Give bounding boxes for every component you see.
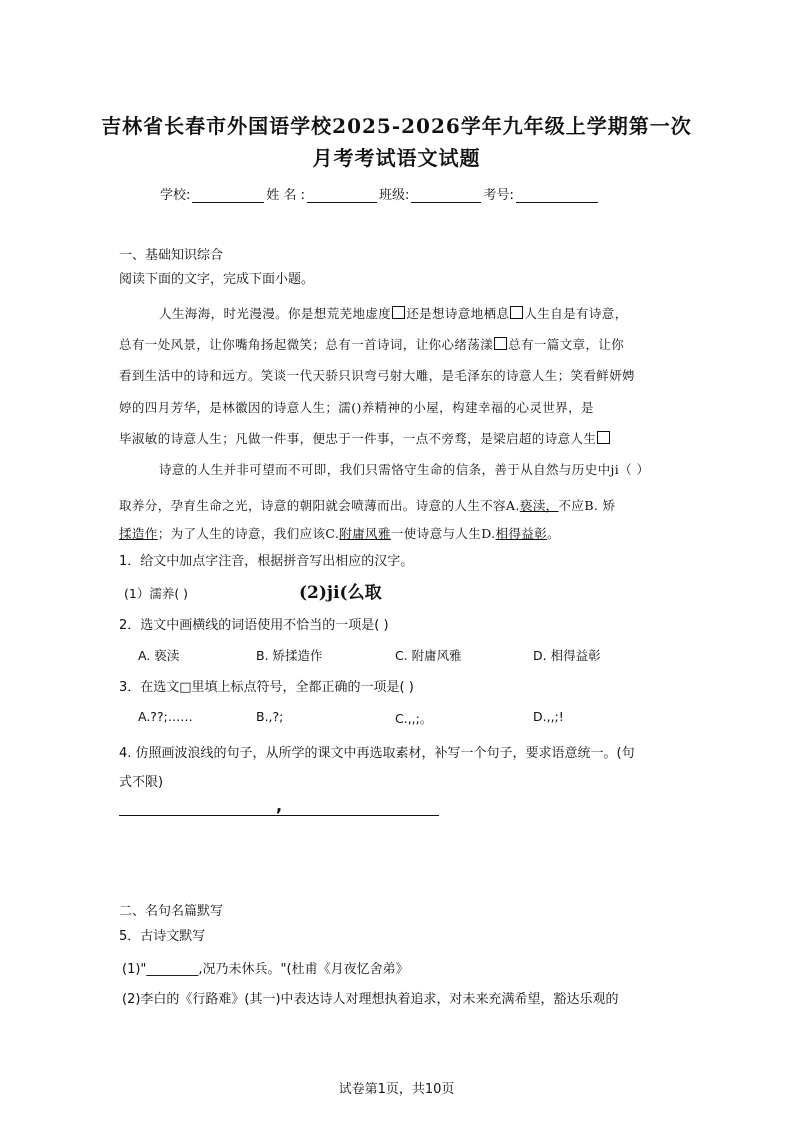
name-label: 姓 名 :: [266, 188, 306, 203]
passage-line: [119, 335, 679, 353]
passage-text: 。: [547, 526, 561, 541]
q3-option-c[interactable]: C.,,;。: [395, 711, 433, 726]
student-info-row: [160, 184, 600, 203]
punctuation-box: [494, 337, 507, 350]
section1-instruction: 阅读下面的文字，完成下面小题。: [119, 272, 315, 287]
q2-option-d[interactable]: D. 相得益彰: [533, 648, 601, 663]
question-1-part-a: (1）濡养( ): [124, 586, 189, 601]
question-4-line2: 式不限): [119, 775, 164, 790]
q2-option-a[interactable]: A. 亵渎: [138, 648, 180, 663]
punctuation-box: [392, 306, 405, 319]
passage-text: 不应B. 矫: [558, 498, 616, 513]
question-5: 5．古诗文默写: [119, 929, 206, 944]
question-3: 3．在选文□里填上标点符号，全都正确的一项是( ): [119, 680, 414, 695]
passage-line: [159, 304, 719, 322]
school-blank[interactable]: [192, 188, 264, 203]
q3-option-d[interactable]: D.,,;!: [533, 709, 564, 724]
number-label: 考号:: [483, 188, 514, 203]
passage-text: 取养分，孕育生命之光，诗意的朝阳就会喷薄而出。诗意的人生不容A.: [119, 498, 520, 513]
q2-option-c[interactable]: C. 附庸风雅: [395, 648, 462, 663]
question-1-part-b: (2)ji(么取: [299, 583, 382, 603]
name-blank[interactable]: [307, 188, 377, 203]
class-blank[interactable]: [411, 188, 481, 203]
passage-text: 人生海海，时光漫漫。你是想荒芜地虚度: [159, 306, 392, 321]
underlined-term: 相得益彰: [495, 526, 548, 541]
exam-title-line2: 月考考试语文试题: [312, 146, 481, 170]
punctuation-box: [510, 306, 523, 319]
underlined-term: 揉造作: [119, 526, 158, 541]
underlined-term: 亵渎，: [519, 498, 559, 513]
school-label: 学校:: [160, 188, 191, 203]
passage-text: 人生自是有诗意，: [524, 306, 628, 321]
punctuation-box: [597, 431, 610, 444]
q3-option-b[interactable]: B.,?;: [256, 709, 284, 724]
passage-text: 还是想诗意地栖息: [406, 306, 510, 321]
answer-comma: ,: [276, 796, 283, 815]
question-5-item-2: (2)李白的《行路难》(其一)中表达诗人对理想执着追求，对未来充满希望，豁达乐观的: [122, 992, 619, 1007]
passage-line: [119, 524, 679, 542]
number-blank[interactable]: [516, 188, 598, 203]
passage-line: [119, 429, 679, 447]
section2-heading: 二、名句名篇默写: [119, 904, 224, 919]
page-footer: 试卷第1页，共10页: [338, 1082, 455, 1097]
exam-title-line1: 吉林省长春市外国语学校2025-2026学年九年级上学期第一次: [101, 114, 692, 138]
passage-text: 毕淑敏的诗意人生；凡做一件事，便忠于一件事，一点不旁骛，是梁启超的诗意人生: [119, 431, 597, 446]
passage-text: 总有一篇文章，让你: [508, 337, 625, 352]
question-4-line1: 4. 仿照画波浪线的句子，从所学的课文中再选取素材，补写一个句子，要求语意统一。(句: [119, 746, 635, 761]
passage-line: 看到生活中的诗和远方。笑谈一代天骄只识弯弓射大雕，是毛泽东的诗意人生；笑看鲜妍娉: [119, 368, 636, 383]
underlined-term: 附庸风雅: [339, 526, 391, 541]
passage-text: 一使诗意与人生D.: [390, 526, 496, 541]
question-1: 1．给文中加点字注音，根据拼音写出相应的汉字。: [119, 554, 414, 569]
passage-line: 诗意的人生并非可望而不可即，我们只需恪守生命的信条，善于从自然与历史中ji（ ）: [159, 462, 650, 477]
answer-line[interactable]: [119, 815, 439, 816]
passage-line: 婷的四月芳华，是林徽因的诗意人生；濡()养精神的小屋，构建幸福的心灵世界，是: [119, 400, 594, 415]
q2-option-b[interactable]: B. 矫揉造作: [256, 648, 323, 663]
passage-text: ；为了人生的诗意，我们应该C.: [157, 526, 340, 541]
passage-line: [119, 496, 679, 514]
q3-option-a[interactable]: A.??;……: [138, 709, 193, 724]
section1-heading: 一、基础知识综合: [119, 248, 224, 263]
class-label: 班级:: [379, 188, 410, 203]
question-5-item-1: (1)"________,况乃未休兵。"(杜甫《月夜忆舍弟》: [122, 962, 409, 977]
question-2: 2．选文中画横线的词语使用不恰当的一项是( ): [119, 618, 389, 633]
passage-text: 总有一处风景，让你嘴角扬起微笑；总有一首诗词，让你心绪荡漾: [119, 337, 494, 352]
